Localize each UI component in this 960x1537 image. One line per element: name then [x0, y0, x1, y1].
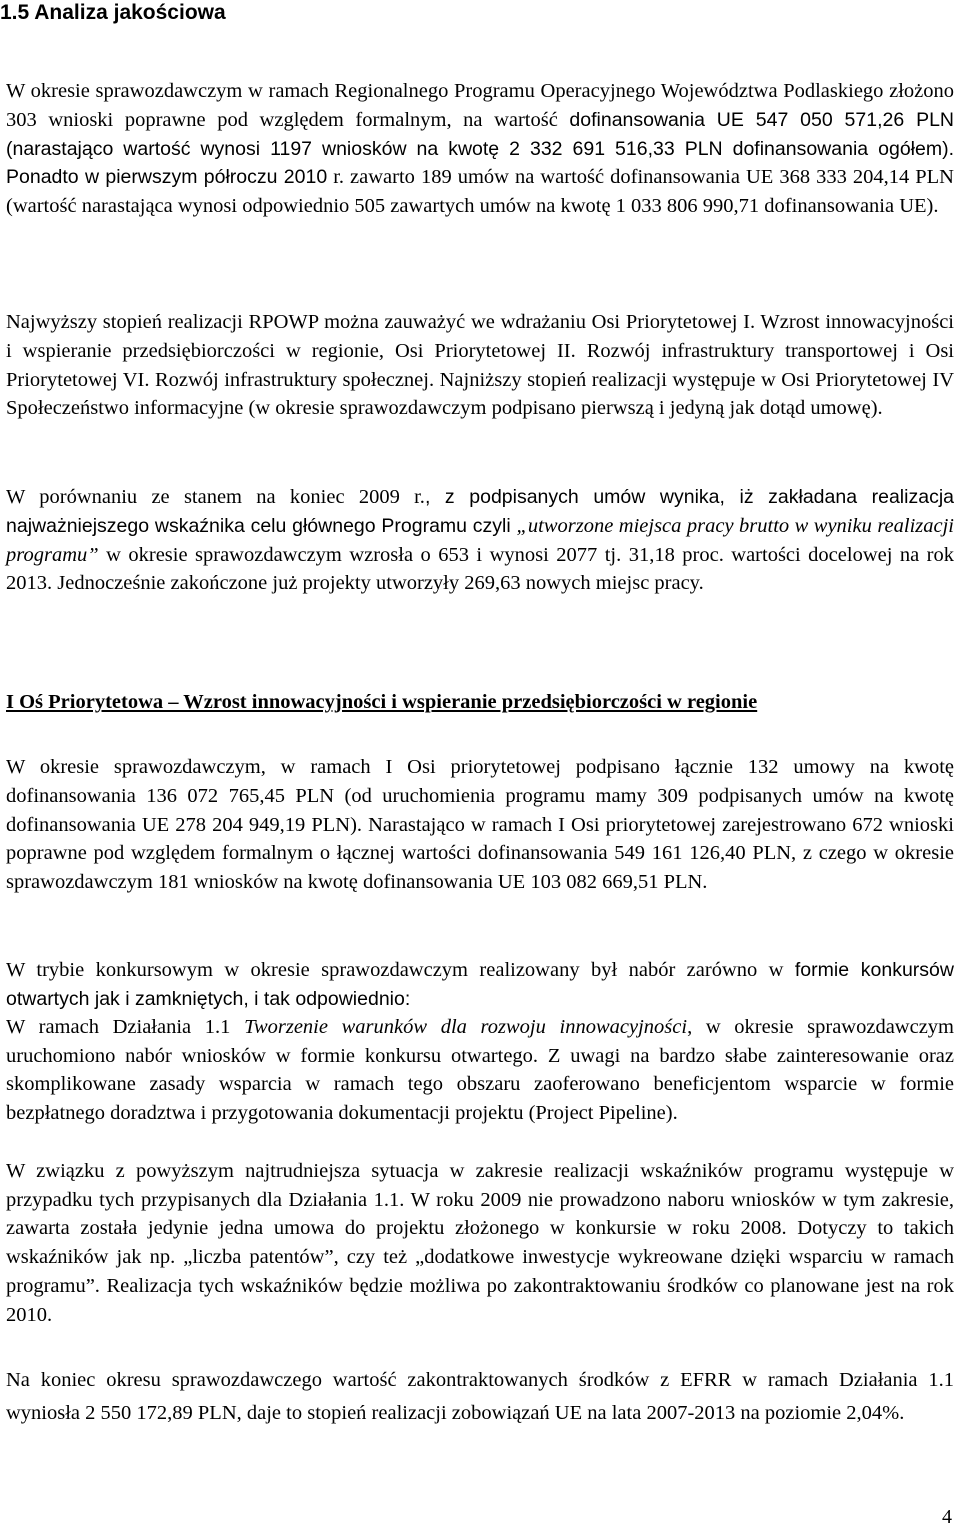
paragraph-priority-axes: [6, 308, 954, 423]
paragraph-measure-1-1-text-b: , w okresie sprawozdawczym uruchomiono nabór wniosków w formie konkursu otwartego. Z uwagi na bardzo słabe zainteresowanie oraz skomplikowane zasady wsparcia w ramach tego obszaru zaoferowano beneficjentom wsparcie w formie bezpłatnego doradztwa i przygotowania dokumentacji projektu (Project Pipeline).: [6, 1016, 954, 1125]
paragraph-measure-1-1-text-a: W ramach Działania 1.1: [6, 1016, 245, 1038]
paragraph-comparison-text-b: , z podpisanych umów wynika, iż zakładana realizacja najważniejszego wskaźnika celu głównego Programu czyli: [6, 486, 954, 537]
paragraph-competition-mode-text-a: W trybie konkursowym w okresie sprawozdawczym realizowany był nabór zarówno w: [6, 959, 795, 981]
paragraph-measure-1-1-italic: Tworzenie warunków dla rozwoju innowacyjności: [244, 1016, 688, 1038]
paragraph-competition-mode: [6, 956, 954, 1014]
section-heading: 1.5 Analiza jakościowa: [0, 1, 226, 24]
paragraph-summary-text-a: W okresie sprawozdawczym w ramach Regionalnego Programu Operacyjnego Województwa Podlaskiego złożono 303 wnioski poprawne pod względem formalnym, na wartość: [6, 80, 954, 131]
paragraph-contracted-funds: Na koniec okresu sprawozdawczego wartość zakontraktowanych środków z EFRR w ramach Działania 1.1 wyniosła 2 550 172,89 PLN, daje to stopień realizacji zobowiązań UE na lata 2007-2013 na poziomie 2,04%.: [6, 1369, 954, 1424]
paragraph-summary-text-c: r. zawarto 189 umów na wartość dofinansowania UE 368 333 204,14 PLN (wartość narastająca wynosi odpowiednio 505 zawartych umów na kwotę 1 033 806 990,71 dofinansowania UE).: [6, 166, 954, 218]
paragraph-comparison-italic: „utworzone miejsca pracy brutto w wyniku realizacji programu”: [6, 514, 954, 566]
priority-axis-heading: I Oś Priorytetowa – Wzrost innowacyjności i wspieranie przedsiębiorczości w regionie: [6, 691, 758, 713]
paragraph-competition-mode-text-b: formie konkursów otwartych jak i zamkniętych, i tak odpowiednio:: [6, 959, 954, 1010]
paragraph-priority-axes-text-b: Najniższy stopień realizacji występuje w Osi Priorytetowej IV Społeczeństwo informacyjne (w okresie sprawozdawczym podpisano pierwszą i jedyną jak dotąd umowę).: [6, 368, 955, 420]
paragraph-summary: [6, 77, 954, 221]
page-number: 4: [942, 1506, 952, 1528]
paragraph-measure-1-1: [6, 1013, 954, 1128]
paragraph-indicators: W związku z powyższym najtrudniejsza sytuacja w zakresie realizacji wskaźników programu występuje w przypadku tych przypisanych dla Działania 1.1. W roku 2009 nie prowadzono naboru wniosków w tym zakresie, zawarta została jedynie jedna umowa do projektu złożonego w konkursie w roku 2008. Dotyczy to takich wskaźników jak np. „liczba patentów”, czy też „dodatkowe inwestycje wykreowane dzięki wsparciu w ramach programu”. Realizacja tych wskaźników będzie możliwa po zakontraktowaniu środków co planowane jest na rok 2010.: [6, 1160, 954, 1326]
paragraph-summary-text-b: dofinansowania UE 547 050 571,26 PLN (narastająco wartość wynosi 1197 wniosków na kwotę 2 332 691 516,33 PLN dofinansowania ogółem). Ponadto w pierwszym półroczu 2010: [6, 108, 954, 189]
paragraph-comparison-text-a: W porównaniu ze stanem na koniec 2009 r.: [6, 486, 425, 508]
paragraph-priority-axes-text-a: Najwyższy stopień realizacji RPOWP można zauważyć we wdrażaniu Osi Priorytetowej I. Wzrost innowacyjności i wspieranie przedsiębiorczości w regionie, Osi Priorytetowej II. Rozwój infrastruktury transportowej i Osi Priorytetowej VI. Rozwój infrastruktury społecznej.: [6, 311, 954, 391]
paragraph-axis-contracts: W okresie sprawozdawczym, w ramach I Osi priorytetowej podpisano łącznie 132 umowy na kwotę dofinansowania 136 072 765,45 PLN (od uruchomienia programu mamy 309 podpisanych umów na kwotę dofinansowania UE 278 204 949,19 PLN). Narastająco w ramach I Osi priorytetowej zarejestrowano 672 wnioski poprawne pod względem formalnym o łącznej wartości dofinansowania 549 161 126,40 PLN, z czego w okresie sprawozdawczym 181 wniosków na kwotę dofinansowania UE 103 082 669,51 PLN.: [6, 756, 954, 894]
paragraph-comparison: [6, 483, 954, 598]
paragraph-comparison-text-c: w okresie sprawozdawczym wzrosła o 653 i wynosi 2077 tj. 31,18 proc. wartości docelowej na rok 2013. Jednocześnie zakończone już projekty utworzyły 269,63 nowych miejsc pracy.: [6, 543, 954, 595]
